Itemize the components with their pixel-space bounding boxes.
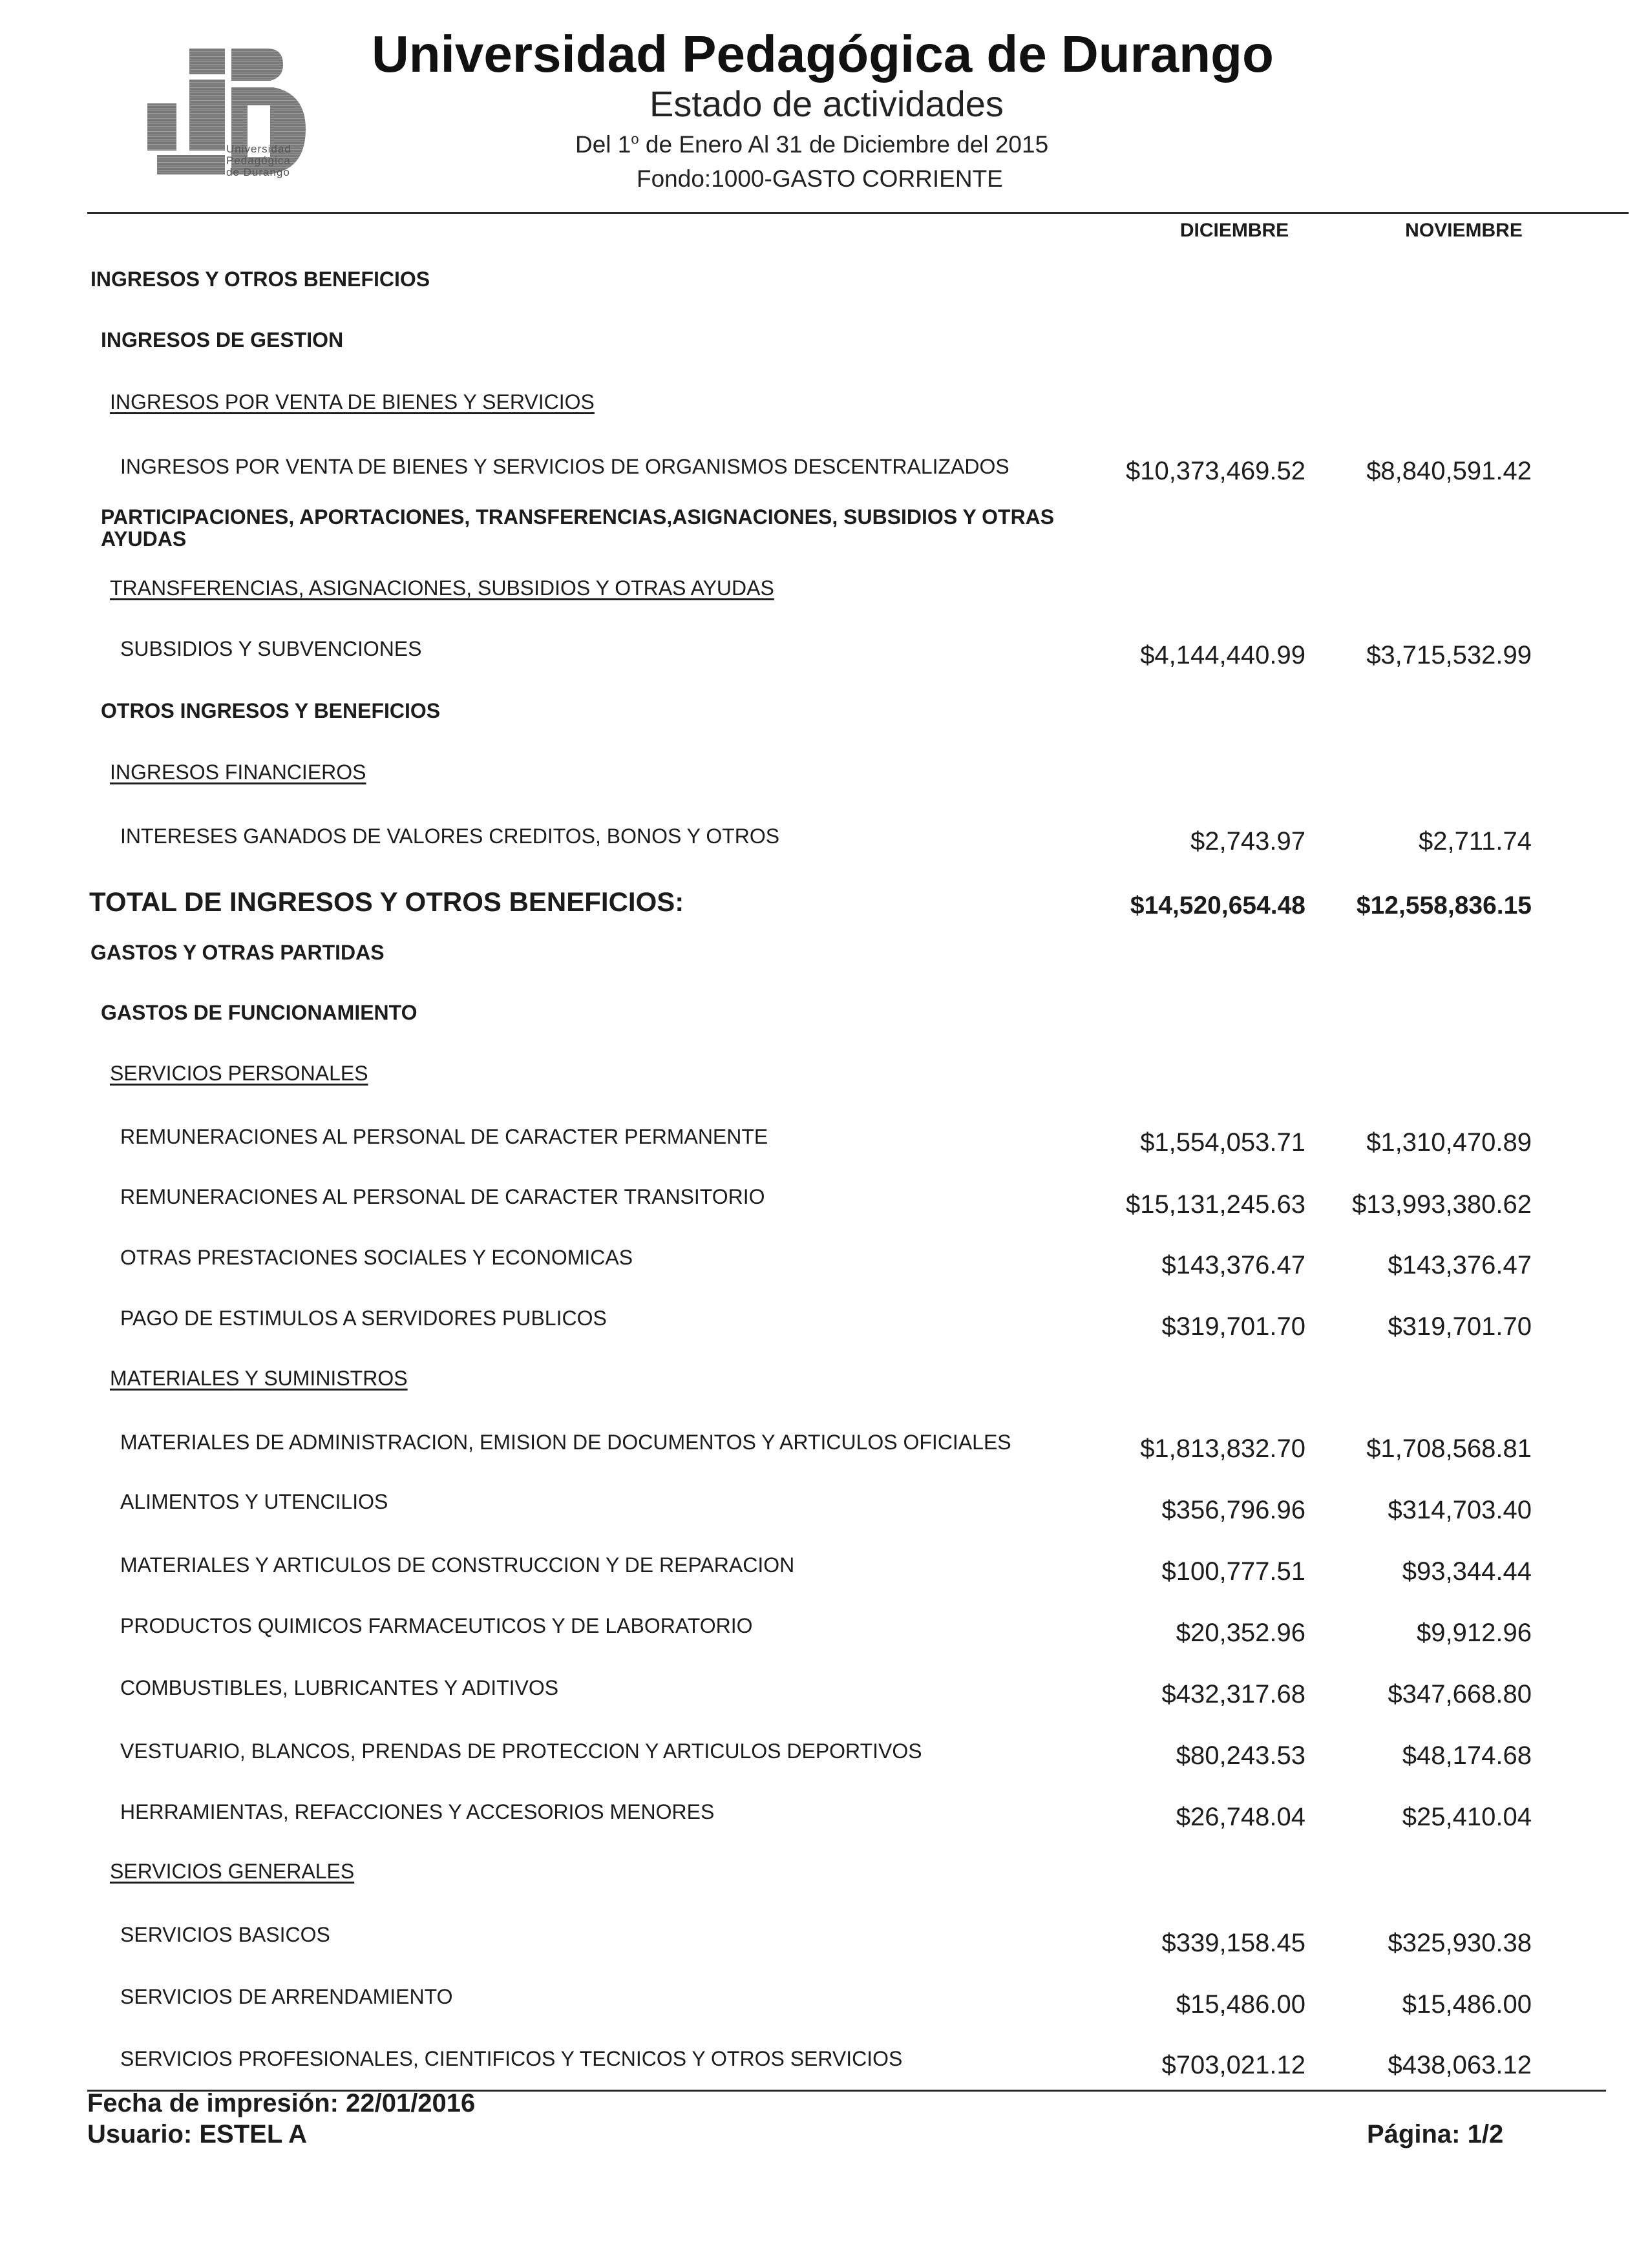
line-item-label: SERVICIOS BASICOS	[120, 1923, 330, 1946]
line-item-amount-diciembre: $15,486.00	[1176, 1990, 1305, 2019]
line-item-label: SERVICIOS PROFESIONALES, CIENTIFICOS Y TECNICOS Y OTROS SERVICIOS	[120, 2047, 903, 2070]
group-heading: OTROS INGRESOS Y BENEFICIOS	[101, 699, 441, 722]
subgroup-heading: SERVICIOS PERSONALES	[110, 1062, 368, 1085]
line-item-amount-diciembre: $1,813,832.70	[1140, 1434, 1305, 1463]
line-item-amount-noviembre: $1,310,470.89	[1366, 1128, 1532, 1157]
line-item-amount-noviembre: $25,410.04	[1402, 1803, 1532, 1831]
line-item-amount-noviembre: $93,344.44	[1402, 1557, 1532, 1586]
line-item-amount-diciembre: $15,131,245.63	[1125, 1190, 1305, 1219]
subgroup-heading: TRANSFERENCIAS, ASIGNACIONES, SUBSIDIOS Y OTRAS AYUDAS	[110, 576, 774, 600]
line-item-amount-noviembre: $9,912.96	[1417, 1619, 1532, 1647]
period-prefix: Del 1	[575, 131, 631, 158]
line-item-label: OTRAS PRESTACIONES SOCIALES Y ECONOMICAS	[120, 1246, 633, 1269]
line-item-label: PAGO DE ESTIMULOS A SERVIDORES PUBLICOS	[120, 1307, 607, 1330]
column-header-noviembre: NOVIEMBRE	[1405, 220, 1523, 241]
section-heading: INGRESOS Y OTROS BENEFICIOS	[90, 268, 430, 291]
group-heading: PARTICIPACIONES, APORTACIONES, TRANSFERENCIAS,ASIGNACIONES, SUBSIDIOS Y OTRAS AYUDAS	[101, 505, 1055, 551]
institution-name: Universidad Pedagógica de Durango	[372, 25, 1274, 83]
line-item-amount-noviembre: $8,840,591.42	[1366, 457, 1532, 485]
report-title: Estado de actividades	[650, 83, 1004, 124]
line-item-amount-diciembre: $432,317.68	[1161, 1680, 1305, 1708]
line-item-amount-diciembre: $20,352.96	[1176, 1619, 1305, 1647]
line-item-amount-noviembre: $319,701.70	[1388, 1312, 1532, 1341]
line-item-amount-noviembre: $347,668.80	[1388, 1680, 1532, 1708]
line-item-label: PRODUCTOS QUIMICOS FARMACEUTICOS Y DE LABORATORIO	[120, 1614, 753, 1637]
line-item-amount-noviembre: $438,063.12	[1388, 2051, 1532, 2079]
line-item-amount-diciembre: $2,743.97	[1190, 827, 1305, 856]
line-item-amount-diciembre: $319,701.70	[1161, 1312, 1305, 1341]
logo-caption-line: de Durango	[226, 166, 290, 178]
line-item-amount-noviembre: $143,376.47	[1388, 1251, 1532, 1279]
line-item-amount-diciembre: $10,373,469.52	[1125, 457, 1305, 485]
logo-caption-line: Pedagógica	[226, 154, 291, 167]
subgroup-heading: MATERIALES Y SUMINISTROS	[110, 1367, 408, 1390]
line-item-amount-diciembre: $339,158.45	[1161, 1929, 1305, 1957]
print-user: Usuario: ESTEL A	[87, 2120, 308, 2148]
line-item-amount-diciembre: $26,748.04	[1176, 1803, 1305, 1831]
line-item-amount-noviembre: $2,711.74	[1419, 827, 1532, 856]
subgroup-heading: INGRESOS FINANCIEROS	[110, 761, 366, 784]
column-header-diciembre: DICIEMBRE	[1179, 220, 1289, 241]
print-date: Fecha de impresión: 22/01/2016	[87, 2089, 476, 2117]
line-item-label: MATERIALES Y ARTICULOS DE CONSTRUCCION Y DE REPARACION	[120, 1553, 795, 1577]
line-item-amount-diciembre: $703,021.12	[1161, 2051, 1305, 2079]
line-item-label: INTERESES GANADOS DE VALORES CREDITOS, BONOS Y OTROS	[120, 824, 780, 848]
logo-caption	[226, 143, 291, 178]
line-item-label: SUBSIDIOS Y SUBVENCIONES	[120, 637, 422, 660]
line-item-label: INGRESOS POR VENTA DE BIENES Y SERVICIOS DE ORGANISMOS DESCENTRALIZADOS	[120, 455, 1009, 478]
line-item-label: ALIMENTOS Y UTENCILIOS	[120, 1490, 388, 1513]
line-item-amount-diciembre: $1,554,053.71	[1140, 1128, 1305, 1157]
period-ordinal: o	[631, 131, 639, 147]
line-item-amount-diciembre: $100,777.51	[1161, 1557, 1305, 1586]
line-item-label: COMBUSTIBLES, LUBRICANTES Y ADITIVOS	[120, 1676, 559, 1699]
header-divider	[87, 212, 1629, 214]
total-label: TOTAL DE INGRESOS Y OTROS BENEFICIOS:	[89, 887, 684, 917]
line-item-amount-noviembre: $1,708,568.81	[1366, 1434, 1532, 1463]
total-amount-noviembre: $12,558,836.15	[1356, 892, 1532, 919]
period-suffix: de Enero Al 31 de Diciembre del 2015	[639, 131, 1049, 158]
line-item-amount-noviembre: $48,174.68	[1402, 1741, 1532, 1770]
line-item-amount-noviembre: $314,703.40	[1388, 1496, 1532, 1524]
line-item-label: VESTUARIO, BLANCOS, PRENDAS DE PROTECCION Y ARTICULOS DEPORTIVOS	[120, 1739, 922, 1763]
logo-caption-line: Universidad	[226, 143, 291, 155]
report-period	[575, 131, 1048, 158]
line-item-amount-diciembre: $80,243.53	[1176, 1741, 1305, 1770]
line-item-label: HERRAMIENTAS, REFACCIONES Y ACCESORIOS MENORES	[120, 1800, 715, 1823]
line-item-amount-diciembre: $4,144,440.99	[1140, 641, 1305, 669]
group-heading: GASTOS DE FUNCIONAMIENTO	[101, 1001, 417, 1024]
line-item-amount-diciembre: $143,376.47	[1161, 1251, 1305, 1279]
line-item-amount-noviembre: $15,486.00	[1402, 1990, 1532, 2019]
line-item-label: SERVICIOS DE ARRENDAMIENTO	[120, 1985, 453, 2008]
line-item-amount-noviembre: $13,993,380.62	[1351, 1190, 1532, 1219]
subgroup-heading: SERVICIOS GENERALES	[110, 1860, 355, 1883]
line-item-label: MATERIALES DE ADMINISTRACION, EMISION DE DOCUMENTOS Y ARTICULOS OFICIALES	[120, 1431, 1011, 1454]
line-item-label: REMUNERACIONES AL PERSONAL DE CARACTER TRANSITORIO	[120, 1185, 765, 1208]
line-item-amount-diciembre: $356,796.96	[1161, 1496, 1305, 1524]
page-number: Página: 1/2	[1367, 2120, 1504, 2148]
report-fund: Fondo:1000-GASTO CORRIENTE	[637, 165, 1003, 192]
subgroup-heading: INGRESOS POR VENTA DE BIENES Y SERVICIOS	[110, 390, 595, 414]
group-heading: INGRESOS DE GESTION	[101, 328, 344, 352]
line-item-amount-noviembre: $325,930.38	[1388, 1929, 1532, 1957]
section-heading: GASTOS Y OTRAS PARTIDAS	[90, 941, 385, 964]
line-item-label: REMUNERACIONES AL PERSONAL DE CARACTER PERMANENTE	[120, 1125, 768, 1148]
line-item-amount-noviembre: $3,715,532.99	[1366, 641, 1532, 669]
total-amount-diciembre: $14,520,654.48	[1130, 892, 1305, 919]
